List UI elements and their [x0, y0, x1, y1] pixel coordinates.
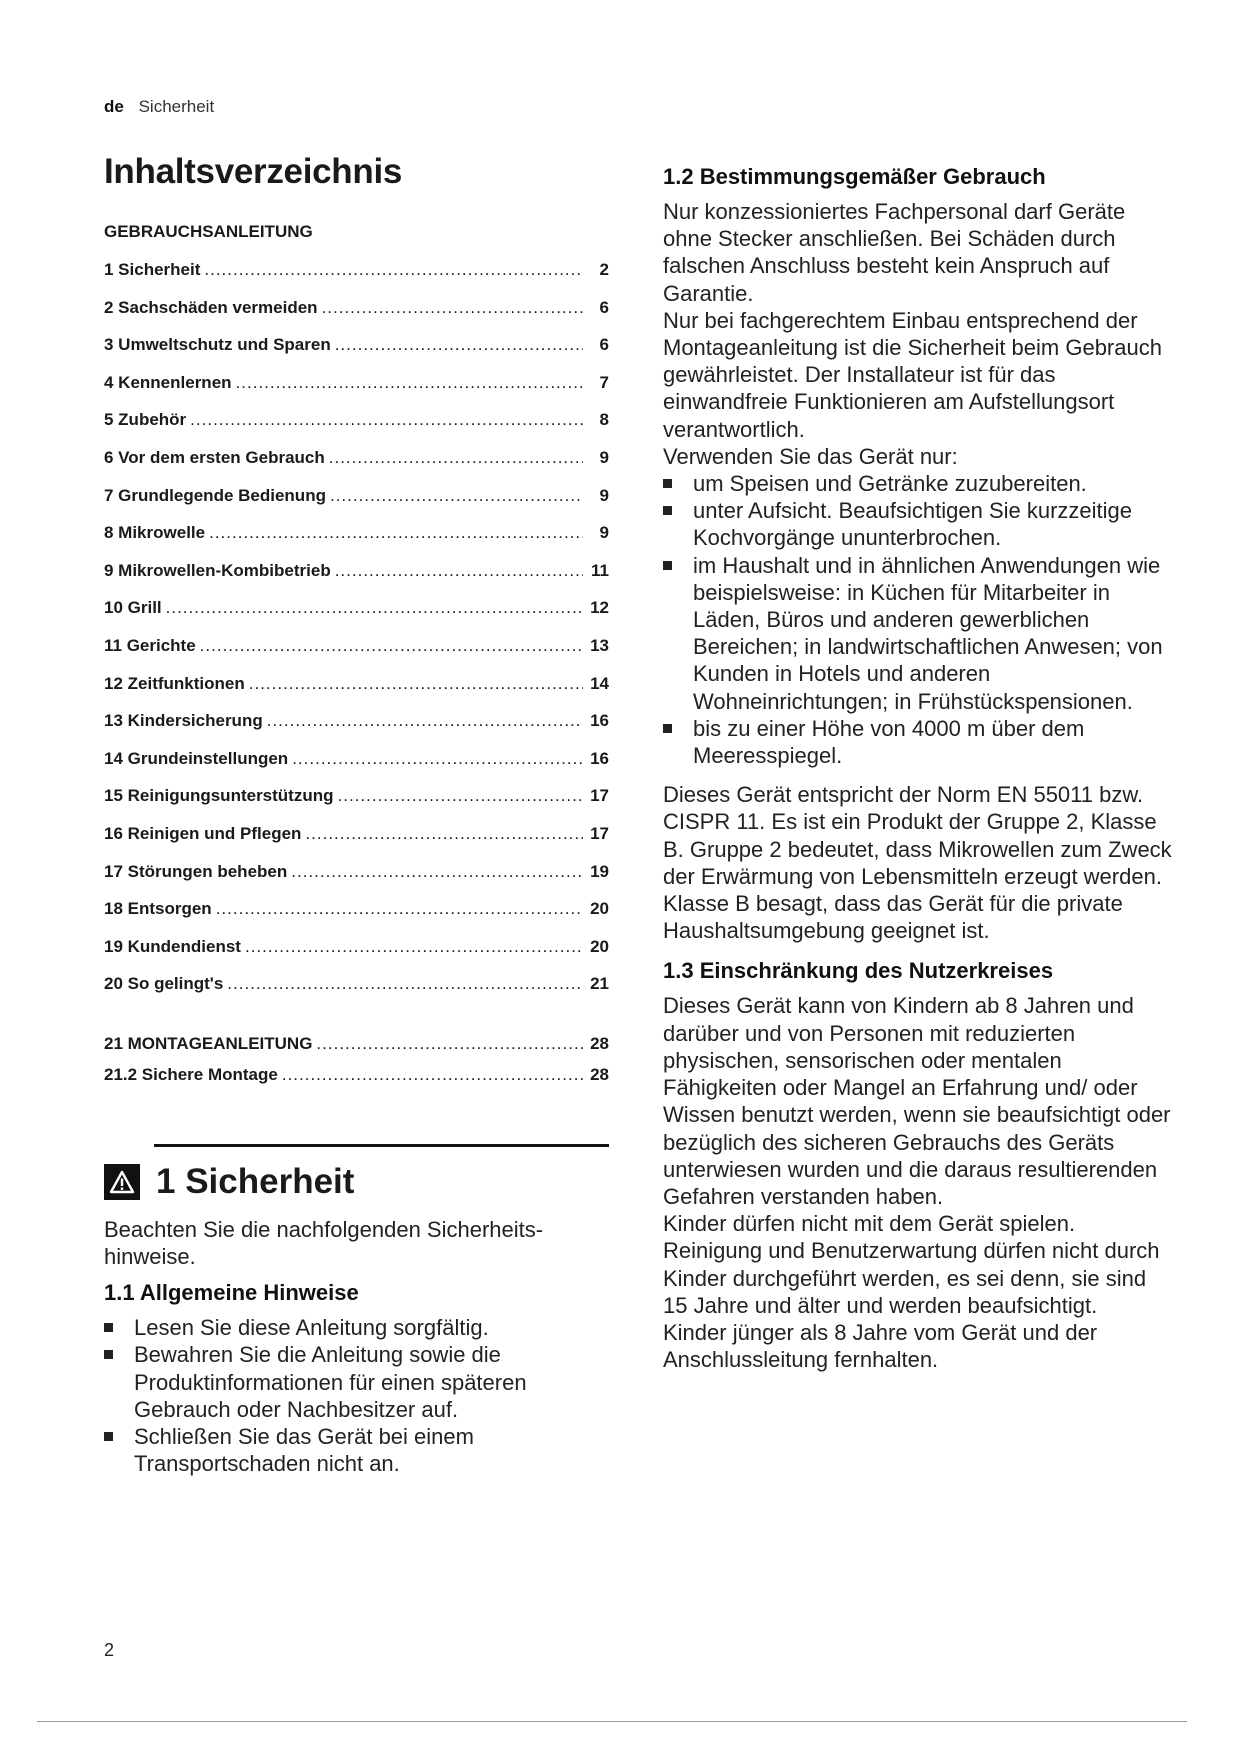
toc-entry[interactable]: [104, 335, 609, 373]
bullet-list-usage: [663, 470, 1173, 769]
paragraph: Nur bei fachgerechtem Einbau entsprechend der Montageanleitung ist die Sicherheit beim Gebrauch gewährleistet. Der Installateur ist für das einwandfreie Funktionieren am Aufstellungsort verantwortlich.: [663, 307, 1162, 442]
toc-leader-dots: [292, 749, 583, 769]
toc-leader-dots: [216, 899, 583, 919]
toc-leader-dots: [335, 561, 583, 581]
toc-entry[interactable]: [104, 899, 609, 937]
bullet-item: [663, 470, 1173, 497]
toc-entry-page: 19: [590, 861, 609, 881]
toc-leader-dots: [166, 598, 583, 618]
toc-entry-page: 9: [599, 447, 609, 467]
toc-entry-page: 9: [599, 485, 609, 505]
subsection-title-1-1: 1.1 Allgemeine Hinweise: [104, 1280, 359, 1306]
toc-entry-label: 16 Reinigen und Pflegen: [104, 823, 302, 843]
toc-entry-page: 28: [590, 1064, 609, 1084]
bullet-text: Lesen Sie diese Anleitung sorgfältig.: [134, 1315, 489, 1341]
toc-entry[interactable]: [104, 298, 609, 336]
toc-entry-label: 20 So gelingt's: [104, 974, 224, 994]
toc-entry-label: 7 Grundlegende Bedienung: [104, 485, 326, 505]
toc-entry[interactable]: [104, 974, 609, 1012]
toc-leader-dots: [291, 862, 583, 882]
toc-entry-label: 9 Mikrowellen-Kombibetrieb: [104, 560, 331, 580]
toc-entry[interactable]: [104, 486, 609, 524]
toc-entry[interactable]: [104, 1034, 609, 1065]
page-number: 2: [104, 1640, 115, 1660]
bullet-text: um Speisen und Getränke zuzubereiten.: [693, 471, 1087, 497]
section-rule: [154, 1144, 609, 1147]
toc-entry[interactable]: [104, 410, 609, 448]
toc-entry-page: 14: [590, 673, 609, 693]
toc-leader-dots: [190, 410, 583, 430]
toc-entry-label: 11 Gerichte: [104, 635, 196, 655]
bullet-square-icon: [663, 506, 672, 515]
toc-entry-label: 8 Mikrowelle: [104, 523, 206, 543]
header-section: Sicherheit: [138, 97, 215, 116]
toc-entry-page: 17: [590, 786, 609, 806]
toc-entry[interactable]: [104, 448, 609, 486]
bullet-square-icon: [663, 479, 672, 488]
paragraph: Kinder dürfen nicht mit dem Gerät spielen.: [663, 1211, 1076, 1237]
toc-entry-label: 12 Zeitfunktionen: [104, 673, 245, 693]
toc-entry[interactable]: [104, 561, 609, 599]
toc-entry-label: 1 Sicherheit: [104, 260, 201, 279]
toc-entry-page: 8: [599, 410, 609, 430]
toc-entry-label: 2 Sachschäden vermeiden: [104, 297, 318, 317]
section-title: 1 Sicherheit: [156, 1161, 355, 1201]
toc-title: Inhaltsverzeichnis: [104, 152, 403, 191]
bullet-item: [104, 1341, 609, 1423]
bullet-item: [663, 715, 1173, 769]
toc-entry-label: 18 Entsorgen: [104, 899, 212, 919]
toc-leader-dots: [335, 335, 583, 355]
toc-entry[interactable]: [104, 824, 609, 862]
toc-entry-label: 13 Kindersicherung: [104, 711, 263, 731]
toc-leader-dots: [316, 1034, 583, 1054]
toc-leader-dots: [236, 373, 583, 393]
toc-entry-page: 21: [590, 974, 609, 994]
toc-entry[interactable]: [104, 598, 609, 636]
bullet-square-icon: [663, 724, 672, 733]
toc-entry-label: 17 Störungen beheben: [104, 861, 288, 881]
toc-entry-page: 2: [599, 260, 609, 279]
toc-entry[interactable]: [104, 862, 609, 900]
toc-entry[interactable]: [104, 786, 609, 824]
toc-entry-label: 5 Zubehör: [104, 410, 187, 430]
toc-entry-label: 6 Vor dem ersten Gebrauch: [104, 447, 325, 467]
toc-entry-label: 3 Umweltschutz und Sparen: [104, 335, 331, 355]
bullet-text: im Haushalt und in ähnlichen Anwendungen wie beispielsweise: in Küchen für Mitarbeiter in Läden, Büros und anderen gewerblichen Bereichen; in landwirtschaftlichen Anwesen; von Kunden in Hotels und anderen Wohneinrichtungen; in Frühstückspensionen.: [693, 552, 1163, 714]
left-column: [104, 152, 609, 1478]
toc-entry[interactable]: [104, 373, 609, 411]
toc-leader-dots: [245, 937, 583, 957]
bullet-item: [104, 1314, 609, 1341]
footer-rule: [37, 1721, 1187, 1722]
section-intro: Beachten Sie die nachfolgenden Sicherheitshinweise.: [104, 1216, 544, 1270]
bullet-square-icon: [104, 1350, 113, 1359]
toc-entry[interactable]: [104, 674, 609, 712]
bullet-square-icon: [104, 1432, 113, 1441]
bullet-text: Schließen Sie das Gerät bei einem Transportschaden nicht an.: [134, 1424, 474, 1477]
toc-entry-label: 10 Grill: [104, 598, 162, 618]
toc-entry[interactable]: [104, 260, 609, 298]
toc-entry-page: 16: [590, 711, 609, 731]
warning-icon: [104, 1164, 140, 1200]
toc-entry-page: 9: [599, 523, 609, 543]
toc-entry-label: 4 Kennenlernen: [104, 372, 232, 392]
paragraph: Dieses Gerät kann von Kindern ab 8 Jahren und darüber und von Personen mit reduzierten physischen, sensorischen oder mentalen Fähigkeiten oder Mangel an Erfahrung und/ oder Wissen benutzt werden, wenn sie beaufsichtigt oder bezüglich des sicheren Gebrauchs des Geräts unterwiesen wurden und die daraus resultierenden Gefahren verstanden haben.: [663, 993, 1171, 1209]
toc-entry-label: 14 Grundeinstellungen: [104, 748, 289, 768]
toc-list: [104, 260, 609, 1012]
bullet-square-icon: [663, 561, 672, 570]
subsection-title-1-2: 1.2 Bestimmungsgemäßer Gebrauch: [663, 164, 1046, 189]
toc-leader-dots: [204, 260, 583, 280]
bullet-square-icon: [104, 1323, 113, 1332]
toc-entry-label: 21 MONTAGEANLEITUNG: [104, 1033, 313, 1053]
language-code: de: [104, 97, 124, 116]
toc-entry-page: 16: [590, 748, 609, 768]
toc-leader-dots: [330, 486, 583, 506]
toc-leader-dots: [338, 786, 584, 806]
paragraph: Kinder jünger als 8 Jahre vom Gerät und der Anschlussleitung fernhalten.: [663, 1319, 1098, 1373]
paragraph: Reinigung und Benutzerwartung dürfen nicht durch Kinder durchgeführt werden, es sei denn, sie sind 15 Jahre und älter und werden beaufsichtigt.: [663, 1238, 1160, 1318]
toc-entry-label: 21.2 Sichere Montage: [104, 1064, 278, 1084]
bullet-text: unter Aufsicht. Beaufsichtigen Sie kurzzeitige Kochvorgänge ununterbrochen.: [693, 498, 1133, 551]
bullet-text: bis zu einer Höhe von 4000 m über dem Meeresspiegel.: [693, 715, 1085, 769]
toc-leader-dots: [282, 1065, 583, 1085]
toc-entry-page: 20: [590, 936, 609, 956]
toc-entry-page: 20: [590, 899, 609, 919]
toc-entry-page: 17: [590, 823, 609, 843]
bullet-item: [663, 497, 1173, 551]
toc-leader-dots: [267, 711, 583, 731]
toc-leader-dots: [305, 824, 583, 844]
bullet-item: [663, 552, 1173, 715]
toc-leader-dots: [200, 636, 583, 656]
toc-leader-dots: [209, 523, 583, 543]
toc-entry-page: 12: [590, 598, 609, 618]
toc-entry[interactable]: [104, 1065, 609, 1096]
subsection-title-1-3: 1.3 Einschränkung des Nutzerkreises: [663, 958, 1054, 984]
toc-entry-page: 28: [590, 1033, 609, 1053]
toc-list-montage: [104, 1034, 609, 1096]
page-header: [104, 97, 214, 117]
right-column: [663, 164, 1173, 1373]
section-heading: [104, 1154, 609, 1202]
bullet-item: [104, 1423, 609, 1477]
bullet-text: Bewahren Sie die Anleitung sowie die Produktinformationen für einen späteren Gebrauch oder Nachbesitzer auf.: [134, 1342, 527, 1422]
toc-leader-dots: [329, 448, 583, 468]
toc-section-label: GEBRAUCHSANLEITUNG: [104, 222, 313, 241]
toc-entry-page: 6: [599, 335, 609, 355]
toc-leader-dots: [227, 974, 583, 994]
toc-entry[interactable]: [104, 523, 609, 561]
toc-entry-page: 7: [599, 372, 609, 392]
toc-entry-page: 13: [590, 635, 609, 655]
toc-entry[interactable]: [104, 937, 609, 975]
toc-entry-page: 6: [599, 297, 609, 317]
paragraph: Nur konzessioniertes Fachpersonal darf Geräte ohne Stecker anschließen. Bei Schäden durch falschen Anschluss besteht kein Anspruch auf Garantie.: [663, 199, 1126, 306]
paragraph: Dieses Gerät entspricht der Norm EN 55011 bzw. CISPR 11. Es ist ein Produkt der Gruppe 2, Klasse B. Gruppe 2 bedeutet, dass Mikrowellen zum Zweck der Erwärmung von Lebensmitteln erzeugt werden. Klasse B besagt, dass das Gerät für die private Haushaltsumgebung geeignet ist.: [663, 782, 1172, 944]
toc-entry[interactable]: [104, 636, 609, 674]
paragraph: Verwenden Sie das Gerät nur:: [663, 443, 958, 469]
toc-leader-dots: [249, 674, 583, 694]
bullet-list-general: [104, 1314, 609, 1477]
toc-entry[interactable]: [104, 711, 609, 749]
toc-entry[interactable]: [104, 749, 609, 787]
toc-entry-label: 19 Kundendienst: [104, 936, 241, 956]
toc-entry-page: 11: [591, 560, 609, 580]
toc-entry-label: 15 Reinigungsunterstützung: [104, 786, 334, 806]
toc-leader-dots: [322, 298, 583, 318]
